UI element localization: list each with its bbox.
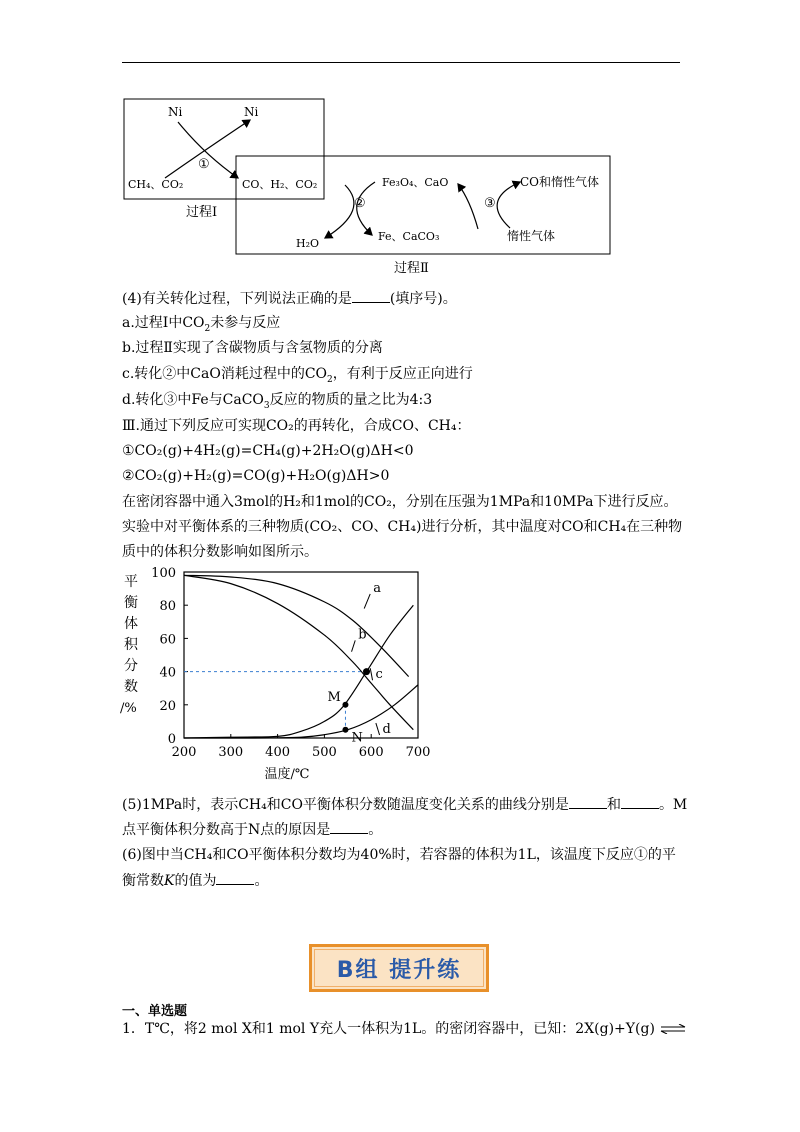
x-tick-label: 300	[218, 745, 244, 760]
q4-stem: (4)有关转化过程，下列说法正确的是 (填序号)。	[122, 288, 457, 309]
fe3o4-cao-label: Fe₃O₄、CaO	[382, 176, 449, 189]
part3-intro: Ⅲ.通过下列反应可实现CO₂的再转化，合成CO、CH₄：	[122, 418, 471, 434]
co-inert-label: CO和惰性气体	[520, 175, 600, 189]
y-tick-label: 0	[167, 732, 176, 747]
y-axis-label-char: 平	[124, 574, 138, 590]
reaction-1: ①CO₂(g)+4H₂(g)=CH₄(g)+2H₂O(g)ΔH<0	[122, 443, 414, 459]
part3-paragraph-3: 质中的体积分数影响如图所示。	[122, 544, 318, 560]
part3-paragraph-1: 在密闭容器中通入3mol的H₂和1mol的CO₂，分别在压强为1MPa和10MPa下进行反应。	[122, 494, 678, 510]
point-M	[342, 702, 348, 708]
part3-paragraph-2: 实验中对平衡体系的三种物质(CO₂、CO、CH₄)进行分析，其中温度对CO和CH₄在三种物	[122, 519, 683, 535]
series-a-label: a	[373, 580, 381, 596]
products1-label: CO、H₂、CO₂	[242, 178, 318, 191]
q5-line-2: 点平衡体积分数高于N点的原因是 。	[122, 819, 382, 840]
y-axis-label-char: 分	[124, 658, 138, 674]
series-c-pointer	[370, 668, 372, 680]
point-M-label: M	[327, 689, 341, 705]
q6-line-1: (6)图中当CH₄和CO平衡体积分数均为40%时，若容器的体积为1L，该温度下反应①的平	[122, 847, 676, 863]
q5-line-1: (5)1MPa时，表示CH₄和CO平衡体积分数随温度变化关系的曲线分别是 和 。M	[122, 794, 687, 815]
process-diagram	[0, 0, 800, 290]
series-c-label: c	[375, 667, 383, 683]
y-axis-label-char: 数	[124, 679, 138, 695]
section-title: 一、单选题	[122, 1004, 188, 1019]
y-axis-label-char: 体	[124, 616, 138, 632]
series-d-pointer	[376, 723, 380, 735]
y-tick-label: 60	[159, 632, 176, 648]
x-tick-label: 400	[265, 745, 291, 760]
q4-option-a: a.过程Ⅰ中$CO_2$未参与反应	[122, 315, 281, 334]
series-d-label: d	[382, 722, 391, 738]
volume-fraction-chart	[110, 562, 440, 792]
process1-label: 过程Ⅰ	[186, 205, 218, 220]
fe-caco3-label: Fe、CaCO₃	[378, 230, 440, 243]
b-group-badge-text: B组 提升练	[336, 957, 462, 983]
ni-right-label: Ni	[244, 105, 259, 119]
series-b-label: b	[358, 627, 367, 643]
step3-arrow-left	[458, 184, 478, 229]
x-tick-label: 700	[405, 745, 431, 760]
q5-blank-2	[621, 794, 659, 809]
q5-blank-3	[330, 819, 368, 834]
q4-option-c: c.转化②中CaO消耗过程中的$CO_2$，有利于反应正向进行	[122, 366, 473, 385]
x-axis-label: 温度/℃	[264, 767, 310, 782]
q6-blank	[216, 870, 254, 885]
ni-left-label: Ni	[168, 105, 183, 119]
y-tick-label: 80	[159, 599, 176, 615]
step2-label: ②	[354, 196, 366, 211]
x-tick-label: 500	[311, 745, 337, 760]
intersection-point	[363, 668, 370, 675]
point-N	[342, 727, 348, 733]
step3-label: ③	[484, 196, 496, 211]
x-tick-label: 200	[171, 745, 197, 760]
point-N-label: N	[351, 730, 363, 746]
q6-line-2: 衡常数K的值为 。	[122, 870, 268, 891]
inert-label: 惰性气体	[507, 229, 556, 243]
question-1: 1．T℃，将2 mol X和1 mol Y充人一体积为1L。的密闭容器中，已知：2X(g)+Y(g)	[122, 1019, 689, 1039]
step3-arrow-up	[497, 182, 520, 228]
reaction-2: ②CO₂(g)+H₂(g)=CO(g)+H₂O(g)ΔH>0	[122, 468, 390, 484]
equilibrium-arrow-icon	[659, 1024, 689, 1034]
series-b-pointer	[352, 640, 356, 651]
y-tick-label: 40	[159, 665, 176, 681]
y-tick-label: 100	[151, 566, 176, 581]
h2o-label: H₂O	[296, 237, 320, 250]
step1-label: ①	[198, 157, 210, 172]
y-axis-label-char: 积	[124, 637, 138, 653]
step2-arrow-left	[325, 185, 354, 238]
q5-blank-1	[569, 794, 607, 809]
series-a-pointer	[364, 594, 370, 609]
y-axis-label-unit: /%	[120, 701, 137, 716]
q4-answer-blank	[352, 288, 390, 303]
y-tick-label: 20	[159, 698, 176, 714]
q4-option-b: b.过程Ⅱ实现了含碳物质与含氢物质的分离	[122, 340, 383, 356]
q4-option-d: d.转化③中Fe与CaCO$_3$反应的物质的量之比为4:3	[122, 392, 433, 411]
y-axis-label-char: 衡	[124, 595, 138, 611]
reactants-label: CH₄、CO₂	[128, 178, 184, 191]
process2-label: 过程Ⅱ	[394, 261, 429, 276]
b-group-badge	[309, 944, 489, 992]
x-tick-label: 600	[358, 745, 384, 760]
